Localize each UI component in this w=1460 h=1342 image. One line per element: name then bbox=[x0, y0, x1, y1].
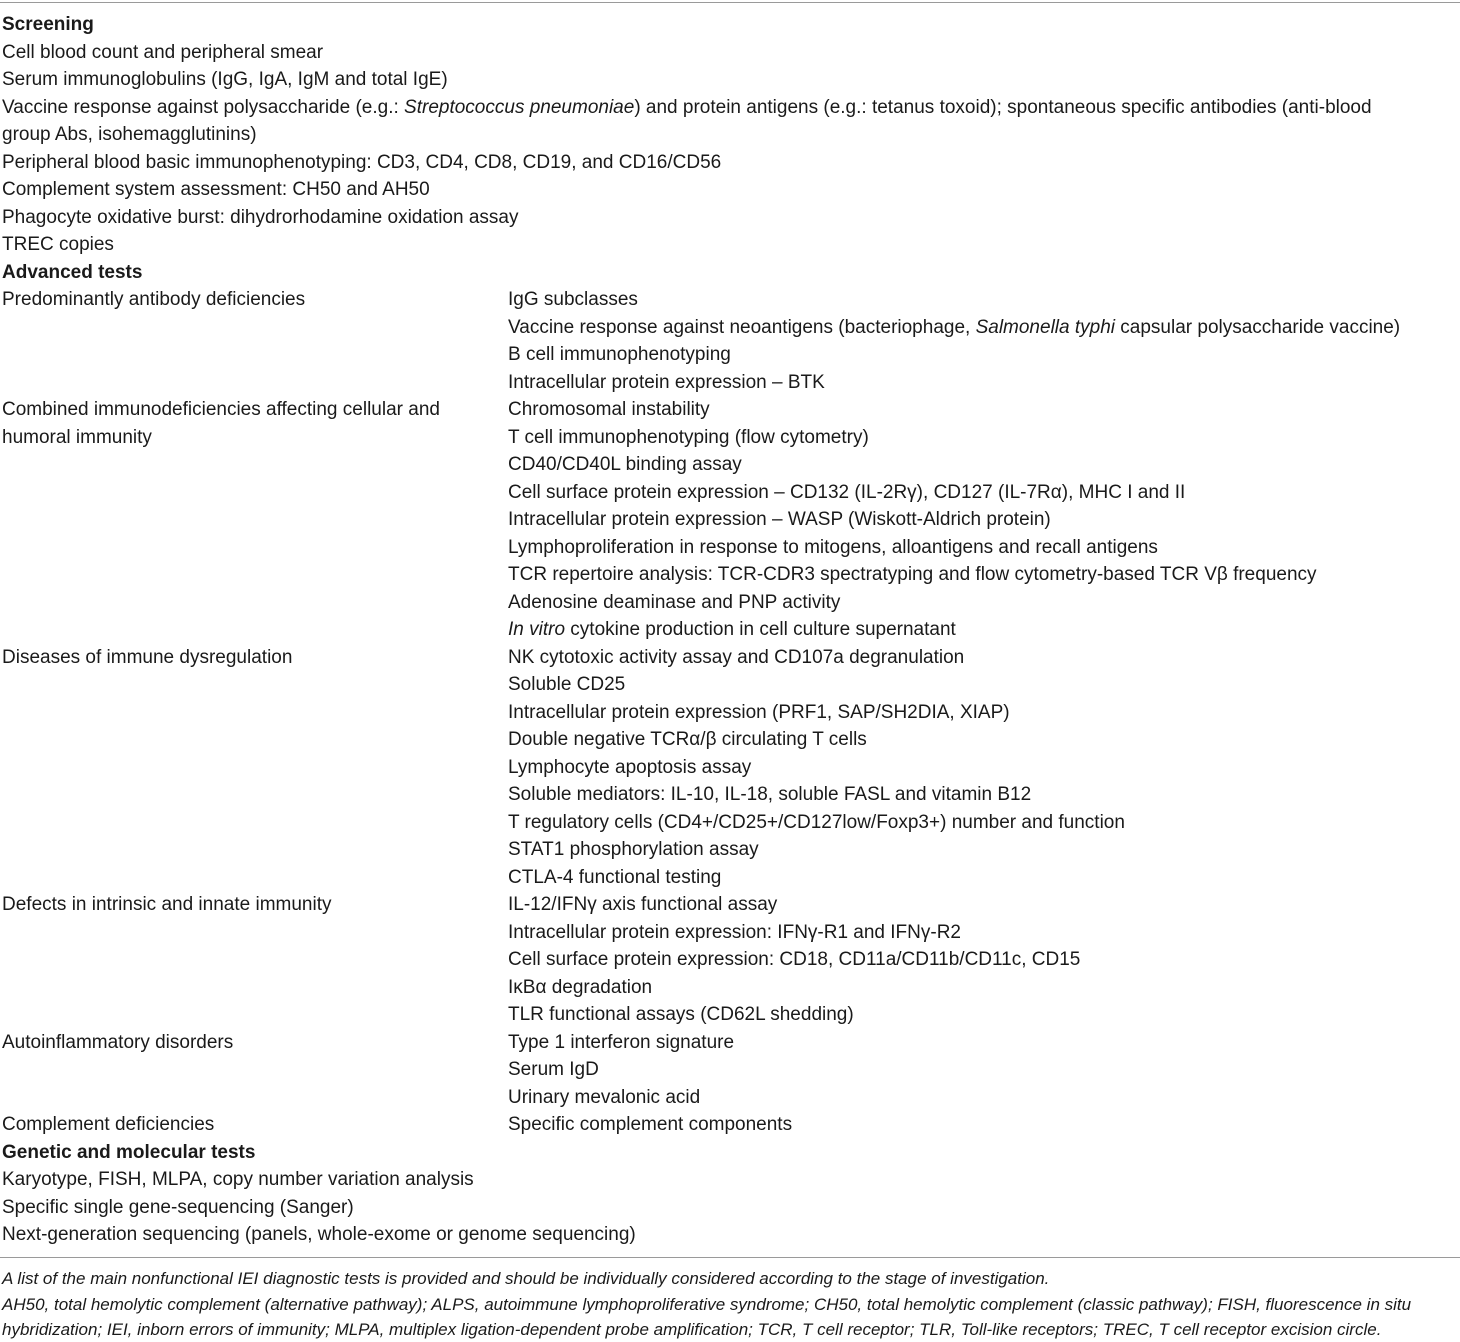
test-item: TLR functional assays (CD62L shedding) bbox=[508, 1004, 854, 1025]
screening-heading: Screening bbox=[2, 14, 94, 35]
test-item: Lymphoproliferation in response to mitogens, alloantigens and recall antigens bbox=[508, 537, 1158, 558]
genetic-item: Specific single gene-sequencing (Sanger) bbox=[2, 1197, 354, 1218]
category-label: humoral immunity bbox=[2, 427, 152, 448]
test-item: Urinary mevalonic acid bbox=[508, 1087, 701, 1108]
footnote-abbreviations: AH50, total hemolytic complement (alternative pathway); ALPS, autoimmune lymphoproliferative syndrome; CH50, total hemolytic complement (classic pathway); FISH, fluorescence in situ hybridization; IEI, inborn errors of immunity; MLPA, multiplex ligation-dependent probe amplification; TCR, T cell receptor; TLR, Toll-like receptors; TREC, T cell receptor excision circle. bbox=[2, 1295, 1412, 1339]
genetic-heading: Genetic and molecular tests bbox=[2, 1142, 256, 1163]
test-item: Cell surface protein expression – CD132 (IL-2Rγ), CD127 (IL-7Rα), MHC I and II bbox=[508, 482, 1186, 503]
test-item: TCR repertoire analysis: TCR-CDR3 spectratyping and flow cytometry-based TCR Vβ frequency bbox=[508, 564, 1317, 585]
category-label: Autoinflammatory disorders bbox=[2, 1032, 234, 1053]
test-item: T regulatory cells (CD4+/CD25+/CD127low/Foxp3+) number and function bbox=[508, 812, 1125, 833]
test-item: B cell immunophenotyping bbox=[508, 344, 731, 365]
test-item: Cell surface protein expression: CD18, CD11a/CD11b/CD11c, CD15 bbox=[508, 949, 1081, 970]
advanced-heading: Advanced tests bbox=[2, 262, 143, 283]
category-label: Predominantly antibody deficiencies bbox=[2, 289, 306, 310]
test-item: CD40/CD40L binding assay bbox=[508, 454, 742, 475]
test-item: T cell immunophenotyping (flow cytometry) bbox=[508, 427, 869, 448]
test-item: Intracellular protein expression – WASP (Wiskott-Aldrich protein) bbox=[508, 509, 1051, 530]
test-item: STAT1 phosphorylation assay bbox=[508, 839, 759, 860]
test-item: Intracellular protein expression (PRF1, SAP/SH2DIA, XIAP) bbox=[508, 702, 1010, 723]
screening-item: Phagocyte oxidative burst: dihydrorhodamine oxidation assay bbox=[2, 207, 519, 228]
test-item: Intracellular protein expression: IFNγ-R1 and IFNγ-R2 bbox=[508, 922, 962, 943]
footnote-note: A list of the main nonfunctional IEI diagnostic tests is provided and should be individually considered according to the stage of investigation. bbox=[2, 1269, 1050, 1288]
test-item: IgG subclasses bbox=[508, 289, 638, 310]
genetic-item: Karyotype, FISH, MLPA, copy number variation analysis bbox=[2, 1169, 474, 1190]
screening-item: Peripheral blood basic immunophenotyping: CD3, CD4, CD8, CD19, and CD16/CD56 bbox=[2, 152, 722, 173]
category-label: Defects in intrinsic and innate immunity bbox=[2, 894, 332, 915]
test-item: IL-12/IFNγ axis functional assay bbox=[508, 894, 778, 915]
test-item: Specific complement components bbox=[508, 1114, 793, 1135]
test-item: Double negative TCRα/β circulating T cells bbox=[508, 729, 867, 750]
screening-item: Serum immunoglobulins (IgG, IgA, IgM and total IgE) bbox=[2, 69, 448, 90]
category-label: Combined immunodeficiencies affecting cellular and bbox=[2, 399, 440, 420]
screening-item: Vaccine response against polysaccharide (e.g.: Streptococcus pneumoniae) and protein antigens (e.g.: tetanus toxoid); spontaneous specific antibodies (anti-blood bbox=[2, 97, 1372, 118]
test-item: Type 1 interferon signature bbox=[508, 1032, 735, 1053]
test-item: Soluble mediators: IL-10, IL-18, soluble FASL and vitamin B12 bbox=[508, 784, 1032, 805]
table-bottom-rule bbox=[0, 1257, 1460, 1258]
test-item: In vitro cytokine production in cell culture supernatant bbox=[508, 619, 956, 640]
test-item: Soluble CD25 bbox=[508, 674, 626, 695]
category-label: Diseases of immune dysregulation bbox=[2, 647, 293, 668]
test-item: Chromosomal instability bbox=[508, 399, 710, 420]
test-item: Lymphocyte apoptosis assay bbox=[508, 757, 752, 778]
test-item: CTLA-4 functional testing bbox=[508, 867, 722, 888]
screening-item: group Abs, isohemagglutinins) bbox=[2, 124, 257, 145]
test-item: Intracellular protein expression – BTK bbox=[508, 372, 825, 393]
screening-item: Cell blood count and peripheral smear bbox=[2, 42, 324, 63]
test-item: Adenosine deaminase and PNP activity bbox=[508, 592, 841, 613]
table-top-rule bbox=[0, 2, 1460, 3]
genetic-item: Next-generation sequencing (panels, whole-exome or genome sequencing) bbox=[2, 1224, 636, 1245]
screening-item: TREC copies bbox=[2, 234, 114, 255]
screening-item: Complement system assessment: CH50 and AH50 bbox=[2, 179, 430, 200]
test-item: IκBα degradation bbox=[508, 977, 653, 998]
category-label: Complement deficiencies bbox=[2, 1114, 215, 1135]
test-item: NK cytotoxic activity assay and CD107a degranulation bbox=[508, 647, 965, 668]
test-item: Vaccine response against neoantigens (bacteriophage, Salmonella typhi capsular polysaccharide vaccine) bbox=[508, 317, 1401, 338]
test-item: Serum IgD bbox=[508, 1059, 599, 1080]
